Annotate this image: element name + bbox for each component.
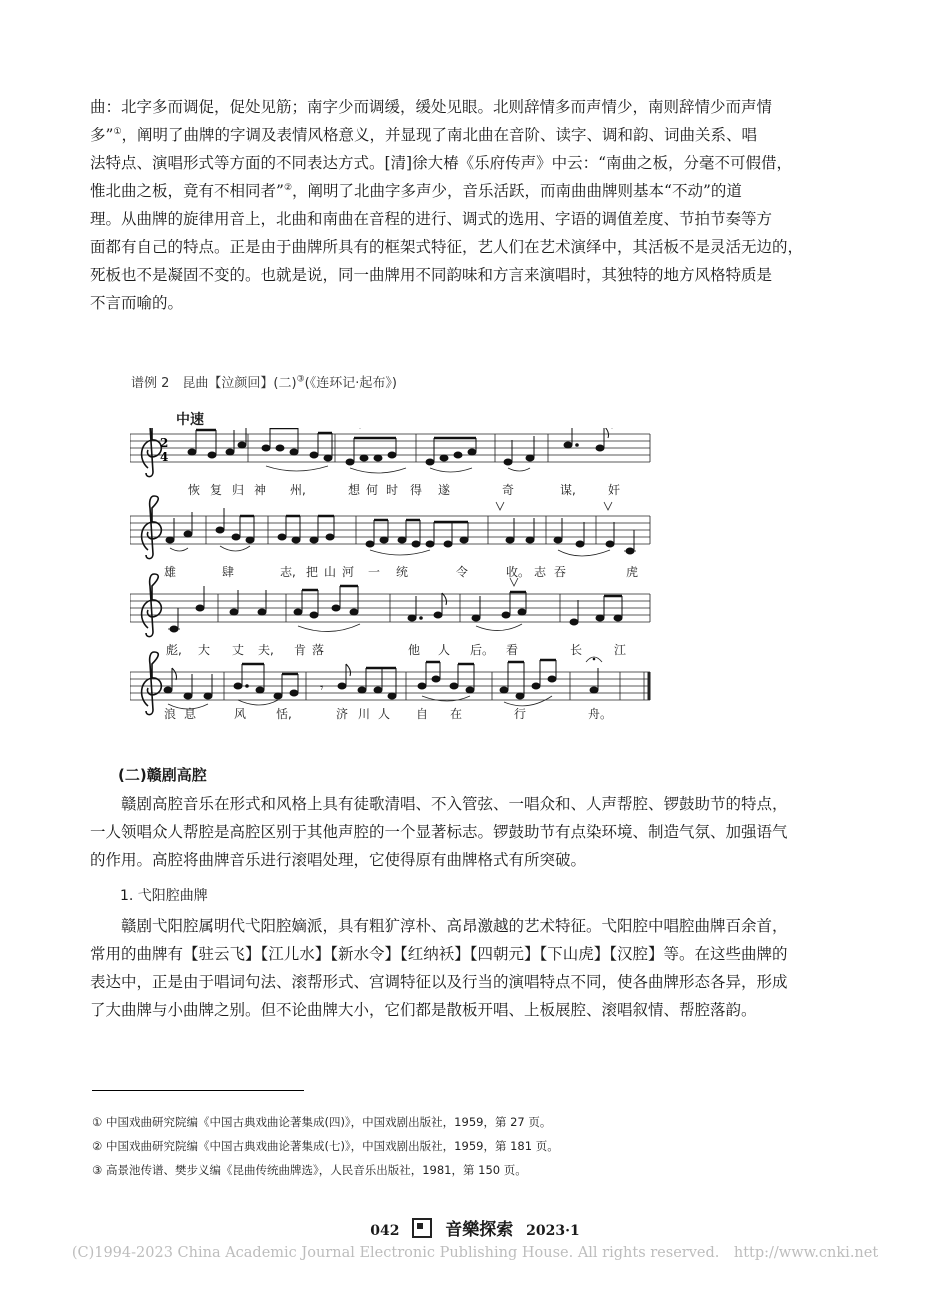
staff-system-2 — [130, 496, 650, 559]
body-paragraph-3 — [90, 912, 862, 1024]
footnote-ref-1[interactable]: ① — [113, 126, 122, 137]
text-line: 的作用。高腔将曲牌音乐进行滚唱处理，它使得原有曲牌格式有所突破。 — [90, 851, 587, 869]
copyright-notice: (C)1994-2023 China Academic Journal Electronic Publishing House. All rights reserved. http://www.cnki.net — [71, 1245, 879, 1261]
svg-text:浪息风恬,济川人自在行舟。: 浪 息 风 恬, 济 川 人 自 在 行 舟。 — [164, 707, 613, 721]
music-score — [130, 428, 660, 728]
footnote-divider — [92, 1090, 304, 1091]
text-line: 赣剧高腔音乐在形式和风格上具有徒歌清唱、不入管弦、一唱众和、人声帮腔、锣鼓助节的特点， — [121, 795, 788, 813]
text-line: 法特点、演唱形式等方面的不同表达方式。[清]徐大椿《乐府传声》中云：“南曲之板，分毫不可假借， — [90, 154, 793, 172]
staff-system-4 — [130, 652, 650, 715]
svg-text:恢复归神州,想何时得遂奇谋,奸: 恢 复 归 神 州, 想 何 时 得 遂 奇 谋, 奸 — [188, 483, 621, 497]
journal-name: 音樂探索 — [445, 1220, 514, 1240]
section-heading: (二)赣剧高腔 — [118, 766, 207, 784]
journal-issue: 2023·1 — [526, 1223, 580, 1239]
text-line: 不言而喻的。 — [90, 294, 184, 312]
sub-heading: 1. 弋阳腔曲牌 — [120, 888, 208, 904]
body-paragraph-1 — [90, 93, 862, 317]
eighth-rest-icon: 𝄾 — [320, 681, 324, 696]
footnote-1: ① 中国戏曲研究院编《中国古典戏曲论著集成(四)》，中国戏剧出版社，1959，第 27 页。 — [92, 1115, 552, 1129]
text-line: 一人领唱众人帮腔是高腔区别于其他声腔的一个显著标志。锣鼓助节有点染环境、制造气氛、加强语气 — [90, 823, 788, 841]
page-number: 042 — [370, 1223, 400, 1239]
text-line: 理。从曲牌的旋律用音上，北曲和南曲在音程的进行、调式的选用、字语的调值差度、节拍节奏等方 — [90, 210, 773, 228]
text-line: 常用的曲牌有【驻云飞】【江儿水】【新水令】【红纳袄】【四朝元】【下山虎】【汉腔】等。在这些曲牌的 — [90, 945, 788, 963]
footnote-ref-2[interactable]: ② — [283, 182, 293, 193]
text-line: 面都有自己的特点。正是由于曲牌所具有的框架式特征，艺人们在艺术演绎中，其活板不是灵活无边的， — [90, 238, 804, 256]
footnote-3: ③ 高景池传谱、樊步义编《昆曲传统曲牌选》，人民音乐出版社，1981，第 150 页。 — [92, 1163, 527, 1177]
text-line: 曲：北字多而调促，促处见筋；南字少而调缓，缓处见眼。北则辞情多而声情少，南则辞情少而声情 — [90, 98, 773, 116]
body-paragraph-2 — [90, 790, 862, 874]
footnote-2: ② 中国戏曲研究院编《中国古典戏曲论著集成(七)》，中国戏剧出版社，1959，第 181 页。 — [92, 1139, 559, 1153]
page-footer — [0, 1215, 950, 1240]
time-sig-bottom: 4 — [160, 450, 169, 464]
svg-text:雄肆志,把山河一统令收。志吞虎: 雄 肆 志, 把 山 河 一 统 令 收。 志 吞 虎 — [164, 565, 639, 579]
staff-system-1 — [130, 428, 650, 477]
text-line: 死板也不是凝固不变的。也就是说，同一曲牌用不同韵味和方言来演唱时，其独特的地方风格特质是 — [90, 266, 773, 284]
svg-text:彪,大丈夫,肯落他人后。看长江: 彪, 大 丈 夫, 肯 落 他 人 后。 看 长 江 — [166, 643, 627, 657]
footnote-ref-3[interactable]: ③ — [296, 374, 305, 385]
text-line: 表达中，正是由于唱词句法、滚帮形式、宫调特征以及行当的演唱特点不同，使各曲牌形态各异，形成 — [90, 973, 788, 991]
text-line: 赣剧弋阳腔属明代弋阳腔嫡派，具有粗犷淳朴、高昂激越的艺术特征。弋阳腔中唱腔曲牌百余首， — [121, 917, 788, 935]
time-sig-top: 2 — [160, 436, 169, 450]
music-example-title: 谱例 2 昆曲【泣颜回】(二)③(《连环记·起布》) — [131, 374, 397, 391]
text-line: 了大曲牌与小曲牌之别。但不论曲牌大小，它们都是散板开唱、上板展腔、滚唱叙情、帮腔落韵。 — [90, 1001, 757, 1019]
journal-logo-icon — [412, 1218, 432, 1238]
tempo-marking: 中速 — [176, 412, 204, 428]
staff-system-3 — [130, 574, 650, 637]
text-line: 多”①，阐明了曲牌的字调及表情风格意义，并显现了南北曲在音阶、读字、调和韵、词曲关系、唱 — [90, 126, 758, 144]
text-line: 惟北曲之板，竟有不相同者”②，阐明了北曲字多声少，音乐活跃，而南曲曲牌则基本“不动”的道 — [90, 182, 742, 200]
